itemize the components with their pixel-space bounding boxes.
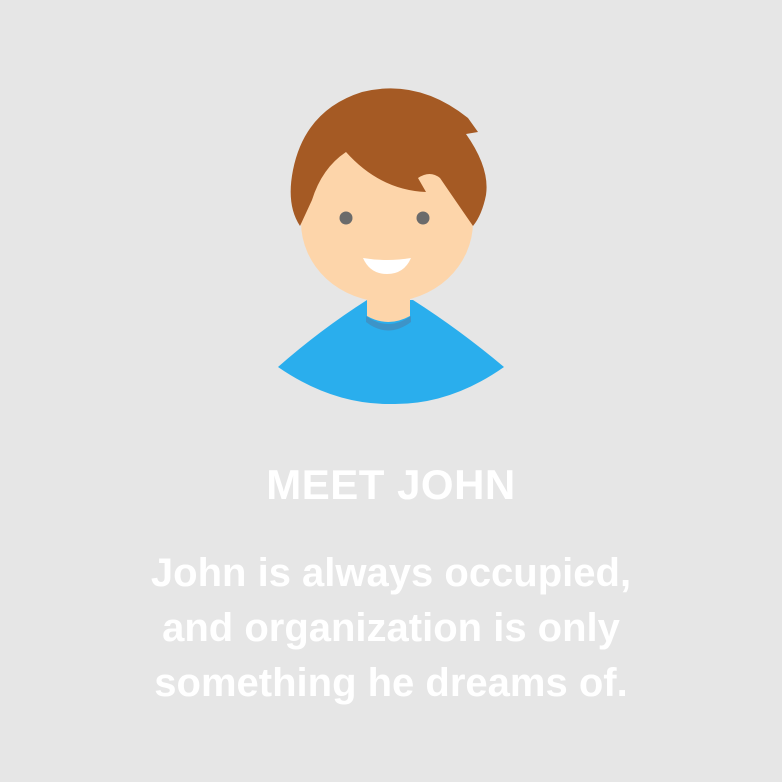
avatar-right-eye: [417, 212, 430, 225]
boy-avatar-icon: [278, 88, 504, 404]
avatar-left-eye: [340, 212, 353, 225]
description-line: and organization is only: [162, 606, 620, 650]
profile-description: [0, 546, 782, 711]
description-line: John is always occupied,: [150, 551, 632, 595]
description-line: something he dreams of.: [154, 661, 628, 705]
avatar-illustration: [270, 80, 515, 410]
page-title: MEET JOHN: [266, 461, 516, 508]
